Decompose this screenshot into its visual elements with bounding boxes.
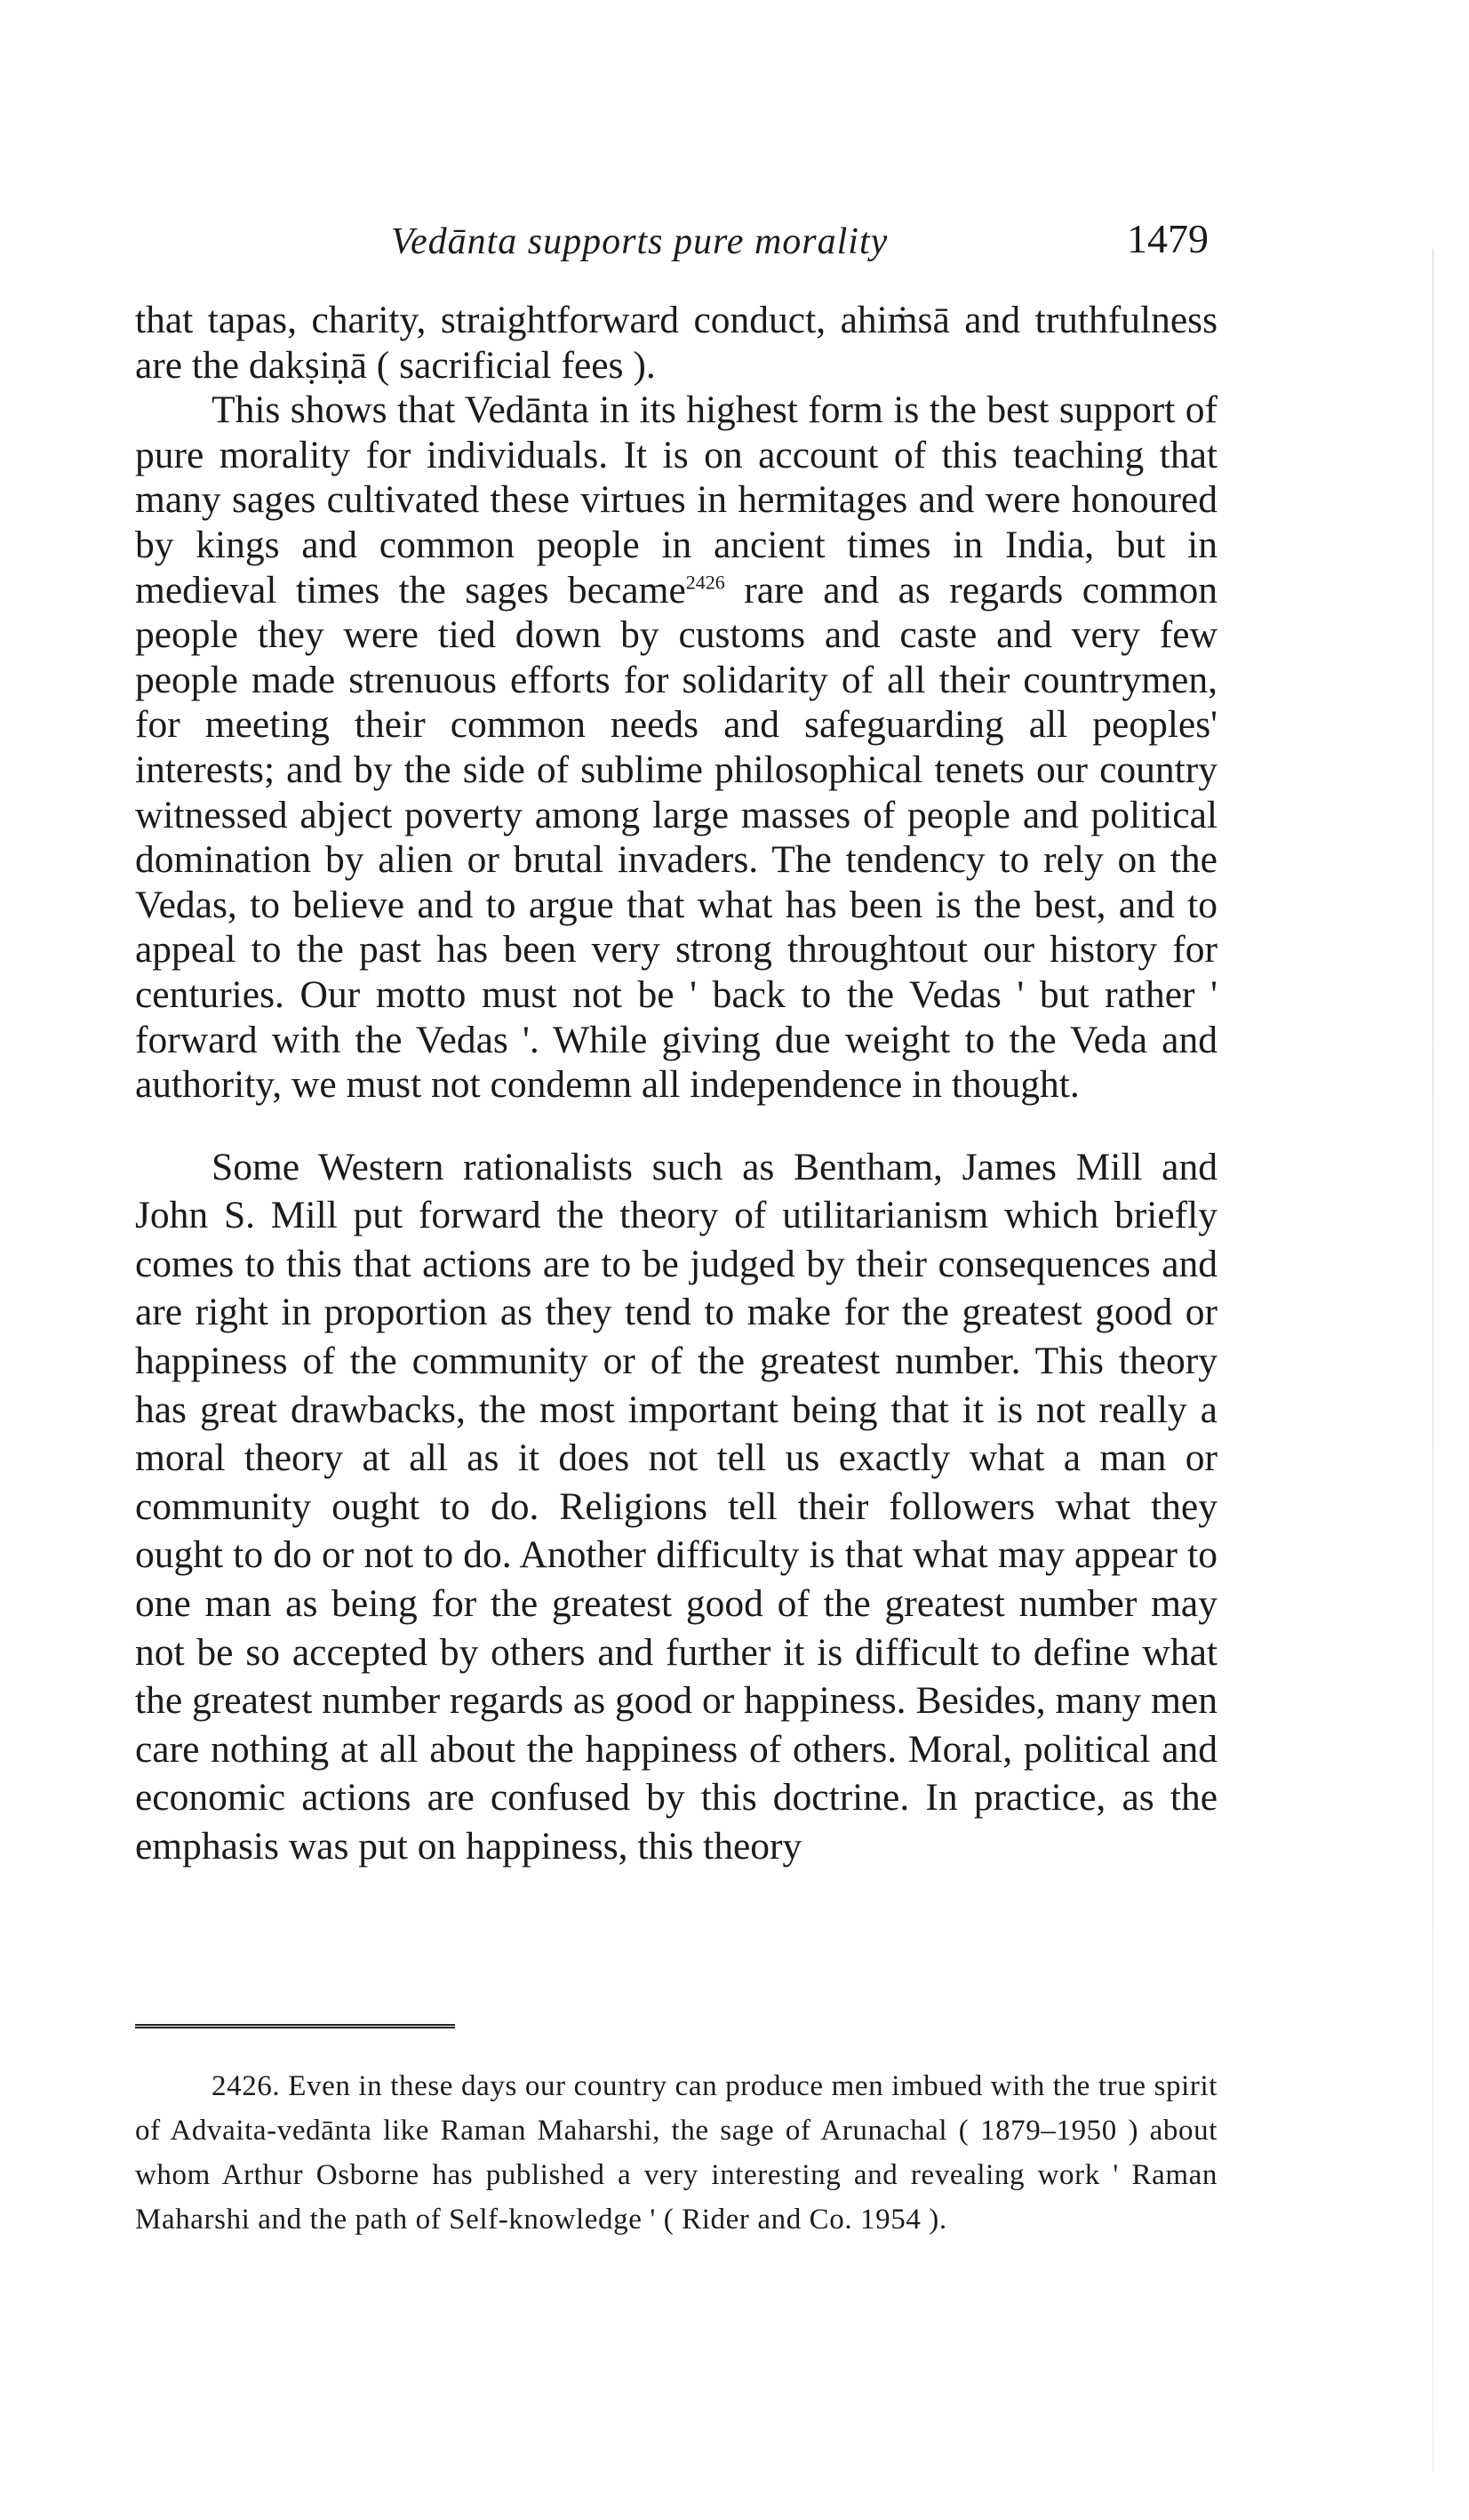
paragraph-2-part-2: rare and as regards common people they were tied down by customs and caste and very few people made strenuous efforts for solidarity of all their countrymen, for meeting their common needs and safeguarding all peoples' interests; and by the side of sublime philosophical tenets our country witnessed abject poverty among large masses of people and political domination by alien or brutal invaders. The tendency to rely on the Vedas, to believe and to argue that what has been is the best, and to appeal to the past has been very strong throughtout our history for centuries. Our motto must not be ' back to the Vedas ' but rather ' forward with the Vedas '. While giving due weight to the Veda and authority, we must not condemn all independence in thought. xyxy=(135,568,1218,1107)
paragraph-2 xyxy=(135,388,1218,1108)
page-header xyxy=(0,208,1469,270)
page-number: 1479 xyxy=(1127,216,1209,261)
paragraph-1: that tapas, charity, straightforward conduct, ahiṁsā and truthfulness are the dakṣiṇā ( sacrificial fees ). xyxy=(135,299,1218,387)
footnote-reference: 2426 xyxy=(685,571,725,594)
paragraph-2-part-1: This shows that Vedānta in its highest form is the best support of pure morality for individuals. It is on account of this teaching that many sages cultivated these virtues in hermitages and were honoured by kings and common people in ancient times in India, but in medieval times the sages became xyxy=(135,388,1218,612)
footnote-text: Even in these days our country can produce men imbued with the true spirit of Advaita-vedānta like Raman Maharshi, the sage of Arunachal ( 1879–1950 ) about whom Arthur Osborne has published a very interesting and revealing work ' Raman Maharshi and the path of Self-knowledge ' ( Rider and Co. 1954 ). xyxy=(135,2070,1218,2236)
running-head: Vedānta supports pure morality xyxy=(391,221,889,262)
footnote-separator xyxy=(135,2024,455,2028)
paragraph-3: Some Western rationalists such as Bentham, James Mill and John S. Mill put forward the theory of utilitarianism which briefly comes to this that actions are to be judged by their consequences and are right in proportion as they tend to make for the greatest good or happiness of the community or of the greatest number. This theory has great drawbacks, the most important being that it is not really a moral theory at all as it does not tell us exactly what a man or community ought to do. Religions tell their followers what they ought to do or not to do. Another difficulty is that what may appear to one man as being for the greatest good of the greatest number may not be so accepted by others and further it is difficult to define what the greatest number regards as good or happiness. Besides, many men care nothing at all about the happiness of others. Moral, political and economic actions are confused by this doctrine. In practice, as the emphasis was put on happiness, this theory xyxy=(135,1145,1218,1868)
footnote-number: 2426. xyxy=(212,2070,281,2102)
body-text xyxy=(135,298,1218,1871)
footnote xyxy=(135,2064,1218,2242)
